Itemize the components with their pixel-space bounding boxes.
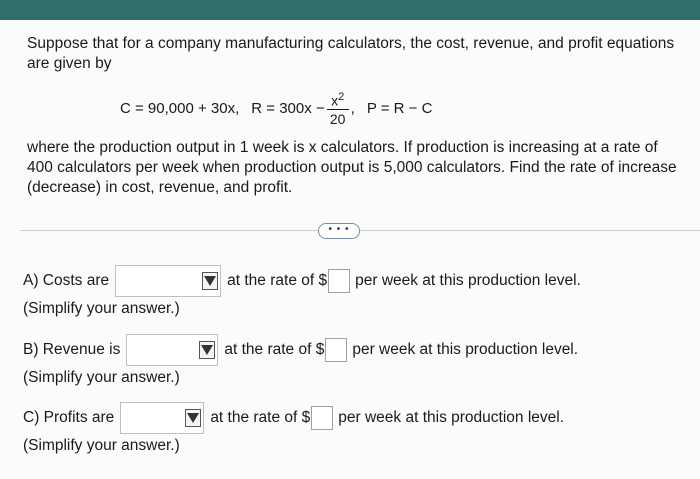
answer-c xyxy=(23,402,564,456)
answer-c-rate-input[interactable] xyxy=(311,406,333,430)
answer-a-rate-input[interactable] xyxy=(328,269,350,293)
fraction-numerator: $x^2$ xyxy=(331,90,345,109)
fraction-denominator: 20 xyxy=(329,111,346,128)
revenue-fraction xyxy=(327,88,349,129)
answer-c-suffix: per week at this production level. xyxy=(338,409,565,426)
more-button[interactable]: • • • xyxy=(318,223,360,239)
revenue-equation-suffix: , xyxy=(350,99,355,117)
question-body: where the production output in 1 week is x calculators. If production is increasing at a rate of 400 calculators per week when production output is 5,000 calculators. Find the rate of increase (decrease) in cost, revenue, and profit. xyxy=(27,139,677,196)
question-intro: Suppose that for a company manufacturing calculators, the cost, revenue, and profit equations are given by xyxy=(27,35,675,72)
profit-equation: P = R − C xyxy=(366,99,433,117)
answer-b-hint: (Simplify your answer.) xyxy=(23,369,180,386)
answer-a-suffix: per week at this production level. xyxy=(355,272,581,289)
answer-b-dropdown[interactable] xyxy=(126,334,218,366)
answer-b-suffix: per week at this production level. xyxy=(352,341,579,358)
answer-b-label: B) Revenue is xyxy=(23,341,121,358)
answer-c-dropdown[interactable] xyxy=(120,402,204,434)
answer-b-rate-text: at the rate of $ xyxy=(224,341,325,358)
answer-a-rate-text: at the rate of $ xyxy=(227,272,328,289)
answer-c-rate-text: at the rate of $ xyxy=(210,409,311,426)
answer-b xyxy=(23,334,578,388)
question-page xyxy=(0,20,700,479)
answer-b-rate-input[interactable] xyxy=(325,338,347,362)
answer-c-label: C) Profits are xyxy=(23,409,115,426)
answer-a xyxy=(23,265,581,319)
answer-c-hint: (Simplify your answer.) xyxy=(23,437,180,454)
chevron-down-icon[interactable] xyxy=(202,272,218,290)
cost-equation: C = 90,000 + 30x, xyxy=(120,99,240,117)
equations xyxy=(120,82,432,134)
top-bar xyxy=(0,0,700,20)
chevron-down-icon[interactable] xyxy=(199,341,215,359)
revenue-equation-prefix: R = 300x − xyxy=(251,99,325,117)
answer-a-dropdown[interactable] xyxy=(115,265,221,297)
answer-a-hint: (Simplify your answer.) xyxy=(23,300,180,317)
section-divider xyxy=(20,230,700,231)
chevron-down-icon[interactable] xyxy=(185,409,201,427)
answer-a-label: A) Costs are xyxy=(23,272,110,289)
